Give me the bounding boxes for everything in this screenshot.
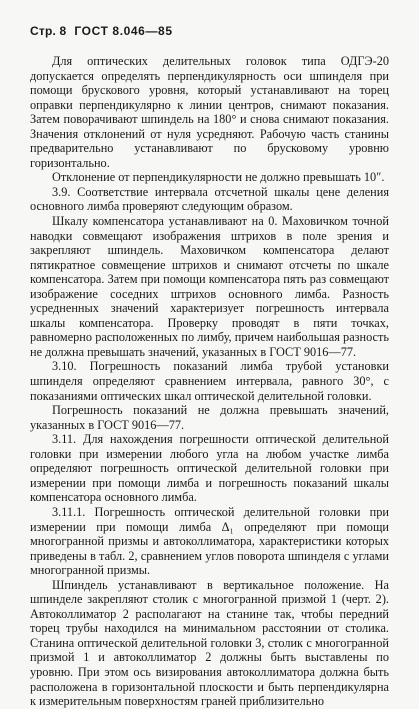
paragraph: 3.9. Соответствие интервала отсчетной шкалы цене деления основного лимба проверяют следующим образом. — [30, 184, 389, 214]
body-text — [30, 54, 389, 709]
paragraph: Отклонение от перпендикулярности не должно превышать 10″. — [52, 170, 385, 185]
paragraph: 3.11. Для нахождения погрешности оптической делительной головки при измерении любого угла на любом участке лимба определяют погрешность оптической делительной головки при измерении при помощи лимба и погрешность показаний шкалы компенсатора основного лимба. — [30, 432, 389, 505]
paragraph: 3.10. Погрешность показаний лимба трубой установки шпинделя определяют сравнением интервала, равного 30°, с показаниями оптических шкал оптической делительной головки. — [30, 359, 389, 403]
paragraph: Шкалу компенсатора устанавливают на 0. Маховичком точной наводки совмещают изображения штрихов в поле зрения и закрепляют шпиндель. Маховичком компенсатора делают пятикратное совмещение штрихов и снимают отсчеты по шкале компенсатора. Затем при помощи компенсатора пять раз совмещают изображение соседних штрихов основного лимба. Разность усредненных значений характеризует погрешность интервала шкалы компенсатора. Проверку проводят в пяти точках, равномерно расположенных по лимбу, причем наибольшая разность не должна превышать значений, указанных в ГОСТ 9016—77. — [30, 214, 389, 359]
page-number: Стр. 8 — [30, 24, 67, 38]
page-header — [30, 24, 389, 38]
paragraph: Погрешность показаний не должна превышать значений, указанных в ГОСТ 9016—77. — [30, 403, 389, 432]
paragraph: 3.11.1. Погрешность оптической делительной головки при измерении при помощи лимба Δ₁ определяют при помощи многогранной призмы и автоколлиматора, характеристики которых приведены в табл. 2, сравнением углов поворота шпинделя с углами многогранной призмы. — [30, 504, 389, 578]
paragraph: Для оптических делительных головок типа ОДГЭ-20 допускается определять перпендикулярность оси шпинделя при помощи брускового уровня, который устанавливают на торец оправки перпендикулярно к линии центров, снимают показания. Затем поворачивают шпиндель на 180° и снова снимают показания. Значения отклонений от нуля усредняют. Рабочую часть станины предварительно устанавливают по брусковому уровню горизонтально. — [30, 54, 389, 170]
standard-number: ГОСТ 8.046—85 — [74, 24, 173, 38]
paragraph: Шпиндель устанавливают в вертикальное положение. На шпинделе закрепляют столик с многогранной призмой 1 (черт. 2). Автоколлиматор 2 располагают на станине так, чтобы передний торец трубы находился на минимальном расстоянии от столика. Станина оптической делительной головки 3, столик с многогранной призмой 1 и автоколлиматор 2 должны быть выставлены по уровню. При этом ось визирования автоколлиматора должна быть расположена в горизонтальной плоскости и быть перпендикулярна к измерительным поверхностям граней приблизительно — [30, 577, 389, 709]
